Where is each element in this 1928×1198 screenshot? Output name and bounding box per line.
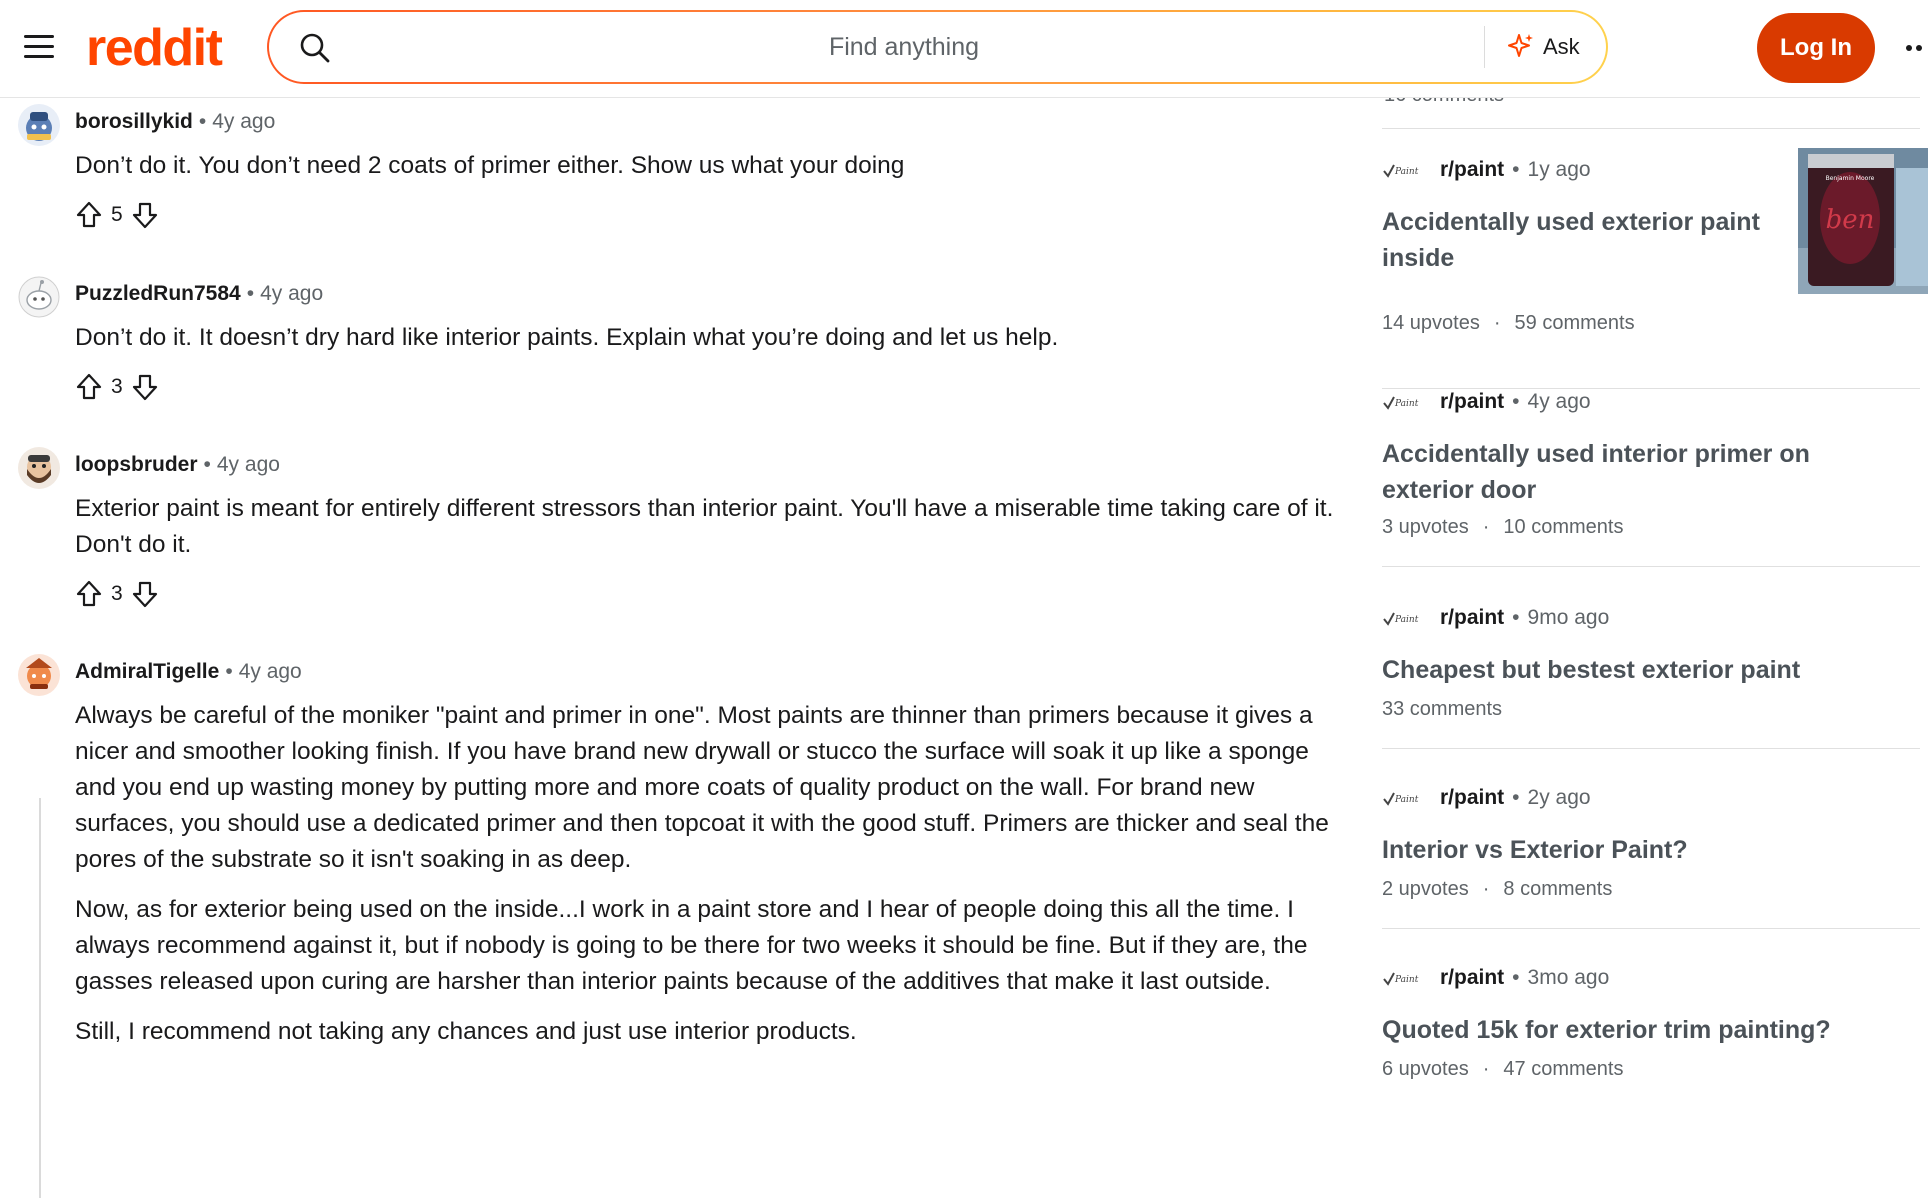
post-meta: Paint r/paint • 1y ago: [1382, 158, 1591, 182]
comment-paragraph: Still, I recommend not taking any chances and just use interior products.: [75, 1018, 857, 1045]
default-snoo-icon[interactable]: [18, 276, 60, 318]
post-time: 2y ago: [1527, 786, 1591, 809]
divider: [1382, 928, 1920, 929]
svg-text:Paint: Paint: [1395, 615, 1419, 625]
subreddit-link[interactable]: r/paint: [1440, 966, 1505, 989]
upvote-count: 14 upvotes: [1382, 312, 1480, 334]
snoo-avatar-icon[interactable]: [18, 447, 60, 489]
upvote-count: 3 upvotes: [1382, 516, 1469, 538]
comment-body: [75, 320, 1337, 370]
top-header: [0, 0, 1920, 98]
comment-time: 4y ago: [216, 453, 280, 476]
post-title[interactable]: Quoted 15k for exterior trim painting?: [1382, 1016, 1831, 1044]
post-time: 1y ago: [1527, 158, 1591, 181]
svg-text:Paint: Paint: [1395, 795, 1419, 805]
related-posts-sidebar: [1382, 98, 1920, 1080]
vote-bar: [75, 372, 159, 402]
comment: [18, 104, 1338, 254]
related-post[interactable]: [1382, 158, 1920, 368]
related-post[interactable]: [1382, 966, 1920, 1106]
post-meta: Paint r/paint • 4y ago: [1382, 390, 1591, 414]
comment-username[interactable]: AdmiralTigelle: [75, 660, 220, 683]
comment-meta: AdmiralTigelle • 4y ago: [75, 660, 302, 683]
subreddit-link[interactable]: r/paint: [1440, 606, 1505, 629]
subreddit-link[interactable]: r/paint: [1440, 390, 1505, 413]
vote-bar: [75, 200, 159, 230]
login-button[interactable]: Log In: [1757, 13, 1875, 83]
comment-body: [75, 148, 1337, 198]
comment-time: 4y ago: [212, 110, 276, 133]
divider: [1382, 748, 1920, 749]
comment-paragraph: Always be careful of the moniker "paint and primer in one". Most paints are thinner than primers because it gives a nicer and smoother looking finish. If you have brand new drywall or stucco the surface will soak it up like a sponge and you end up wasting money by putting more and more coats of quality product on the wall. For brand new surfaces, you should use a dedicated primer and then topcoat it with the good stuff. Primers are thicker and seal the pores of the substrate so it isn't soaking in as deep.: [75, 702, 1329, 873]
subreddit-logo-icon: [1382, 609, 1424, 627]
search-icon[interactable]: [299, 32, 331, 64]
svg-text:Paint: Paint: [1395, 399, 1419, 409]
comment: [18, 654, 1338, 1084]
related-post[interactable]: [1382, 606, 1920, 746]
sparkle-icon: [1505, 32, 1535, 62]
subreddit-link[interactable]: r/paint: [1440, 786, 1505, 809]
comment-username[interactable]: borosillykid: [75, 110, 193, 133]
comment-body: [75, 698, 1337, 1064]
post-title[interactable]: Interior vs Exterior Paint?: [1382, 836, 1688, 864]
comments-section: [0, 98, 1340, 1080]
downvote-icon[interactable]: [131, 200, 159, 230]
more-options-icon[interactable]: [1906, 28, 1920, 68]
comment-text: Don’t do it. You don’t need 2 coats of primer either. Show us what your doing: [75, 152, 905, 179]
comment-body: [75, 491, 1337, 577]
post-time: 3mo ago: [1527, 966, 1610, 989]
upvote-icon[interactable]: [75, 372, 103, 402]
svg-text:Paint: Paint: [1395, 167, 1419, 177]
menu-icon[interactable]: [24, 33, 56, 61]
comment-username[interactable]: PuzzledRun7584: [75, 282, 241, 305]
subreddit-logo-icon: [1382, 393, 1424, 411]
thumbnail-brand: Benjamin Moore: [1825, 175, 1875, 182]
comment-meta: borosillykid • 4y ago: [75, 110, 276, 133]
vote-count: 3: [111, 375, 123, 398]
comment-text: Don’t do it. It doesn’t dry hard like interior paints. Explain what you’re doing and let us help.: [75, 324, 1059, 351]
divider: [1382, 566, 1920, 567]
search-bar: [267, 10, 1608, 84]
post-stats: [1382, 698, 1502, 721]
comment-count: 10 comments: [1503, 516, 1624, 538]
comment-time: 4y ago: [238, 660, 302, 683]
search-divider: [1484, 26, 1485, 68]
post-stats: 6 upvotes · 47 comments: [1382, 1058, 1624, 1080]
comment-paragraph: Now, as for exterior being used on the inside...I work in a paint store and I hear of people doing this all the time. I always recommend against it, but if nobody is going to be there for two weeks it should be fine. But if they are, the gasses released upon curing are harsher than interior paints because of the additives that make it last outside.: [75, 896, 1308, 995]
reddit-logo[interactable]: reddit: [86, 19, 222, 77]
thread-line[interactable]: [39, 798, 41, 1198]
upvote-count: 2 upvotes: [1382, 878, 1469, 900]
comment-count: 59 comments: [1514, 312, 1635, 334]
divider: [1382, 388, 1920, 389]
vote-count: 5: [111, 203, 123, 226]
subreddit-logo-icon: [1382, 969, 1424, 987]
post-title[interactable]: Accidentally used exterior paint inside: [1382, 208, 1760, 272]
post-title[interactable]: Cheapest but bestest exterior paint: [1382, 656, 1801, 684]
snoo-avatar-icon[interactable]: [18, 654, 60, 696]
search-input[interactable]: [349, 24, 1459, 70]
comment-meta: loopsbruder • 4y ago: [75, 453, 280, 476]
vote-count: 3: [111, 582, 123, 605]
post-meta: Paint r/paint • 2y ago: [1382, 786, 1591, 810]
comment-meta: PuzzledRun7584 • 4y ago: [75, 282, 324, 305]
post-stats: 3 upvotes · 10 comments: [1382, 516, 1624, 538]
post-meta: Paint r/paint • 3mo ago: [1382, 966, 1609, 990]
subreddit-logo-icon: [1382, 161, 1424, 179]
post-meta: Paint r/paint • 9mo ago: [1382, 606, 1609, 630]
upvote-icon[interactable]: [75, 200, 103, 230]
comment-text: Exterior paint is meant for entirely different stressors than interior paint. You'll have a miserable time taking care of it. Don't do it.: [75, 495, 1334, 558]
vote-bar: [75, 579, 159, 609]
upvote-count: 6 upvotes: [1382, 1058, 1469, 1080]
divider: [1382, 128, 1920, 129]
post-time: 4y ago: [1527, 390, 1591, 413]
comment: [18, 276, 1338, 426]
comment-count: 8 comments: [1503, 878, 1613, 900]
subreddit-link[interactable]: r/paint: [1440, 158, 1505, 181]
post-thumbnail[interactable]: [1798, 148, 1928, 294]
post-title[interactable]: Accidentally used interior primer on exterior door: [1382, 440, 1810, 504]
related-post[interactable]: [1382, 390, 1920, 560]
upvote-icon[interactable]: [75, 579, 103, 609]
comment-time: 4y ago: [260, 282, 324, 305]
downvote-icon[interactable]: [131, 372, 159, 402]
ask-button[interactable]: [1505, 24, 1595, 70]
thumbnail-script: ben: [1825, 205, 1875, 235]
post-time: 9mo ago: [1527, 606, 1610, 629]
downvote-icon[interactable]: [131, 579, 159, 609]
comment-username[interactable]: loopsbruder: [75, 453, 198, 476]
comment-count: 47 comments: [1503, 1058, 1624, 1080]
post-stats: 14 upvotes · 59 comments: [1382, 312, 1635, 334]
comment: [18, 447, 1338, 637]
comment-count: 33 comments: [1382, 698, 1503, 720]
subreddit-logo-icon: [1382, 789, 1424, 807]
ask-label: Ask: [1543, 34, 1580, 59]
post-stats: 2 upvotes · 8 comments: [1382, 878, 1613, 900]
svg-text:Paint: Paint: [1395, 975, 1419, 985]
related-post[interactable]: [1382, 786, 1920, 926]
snoo-avatar-icon[interactable]: [18, 104, 60, 146]
